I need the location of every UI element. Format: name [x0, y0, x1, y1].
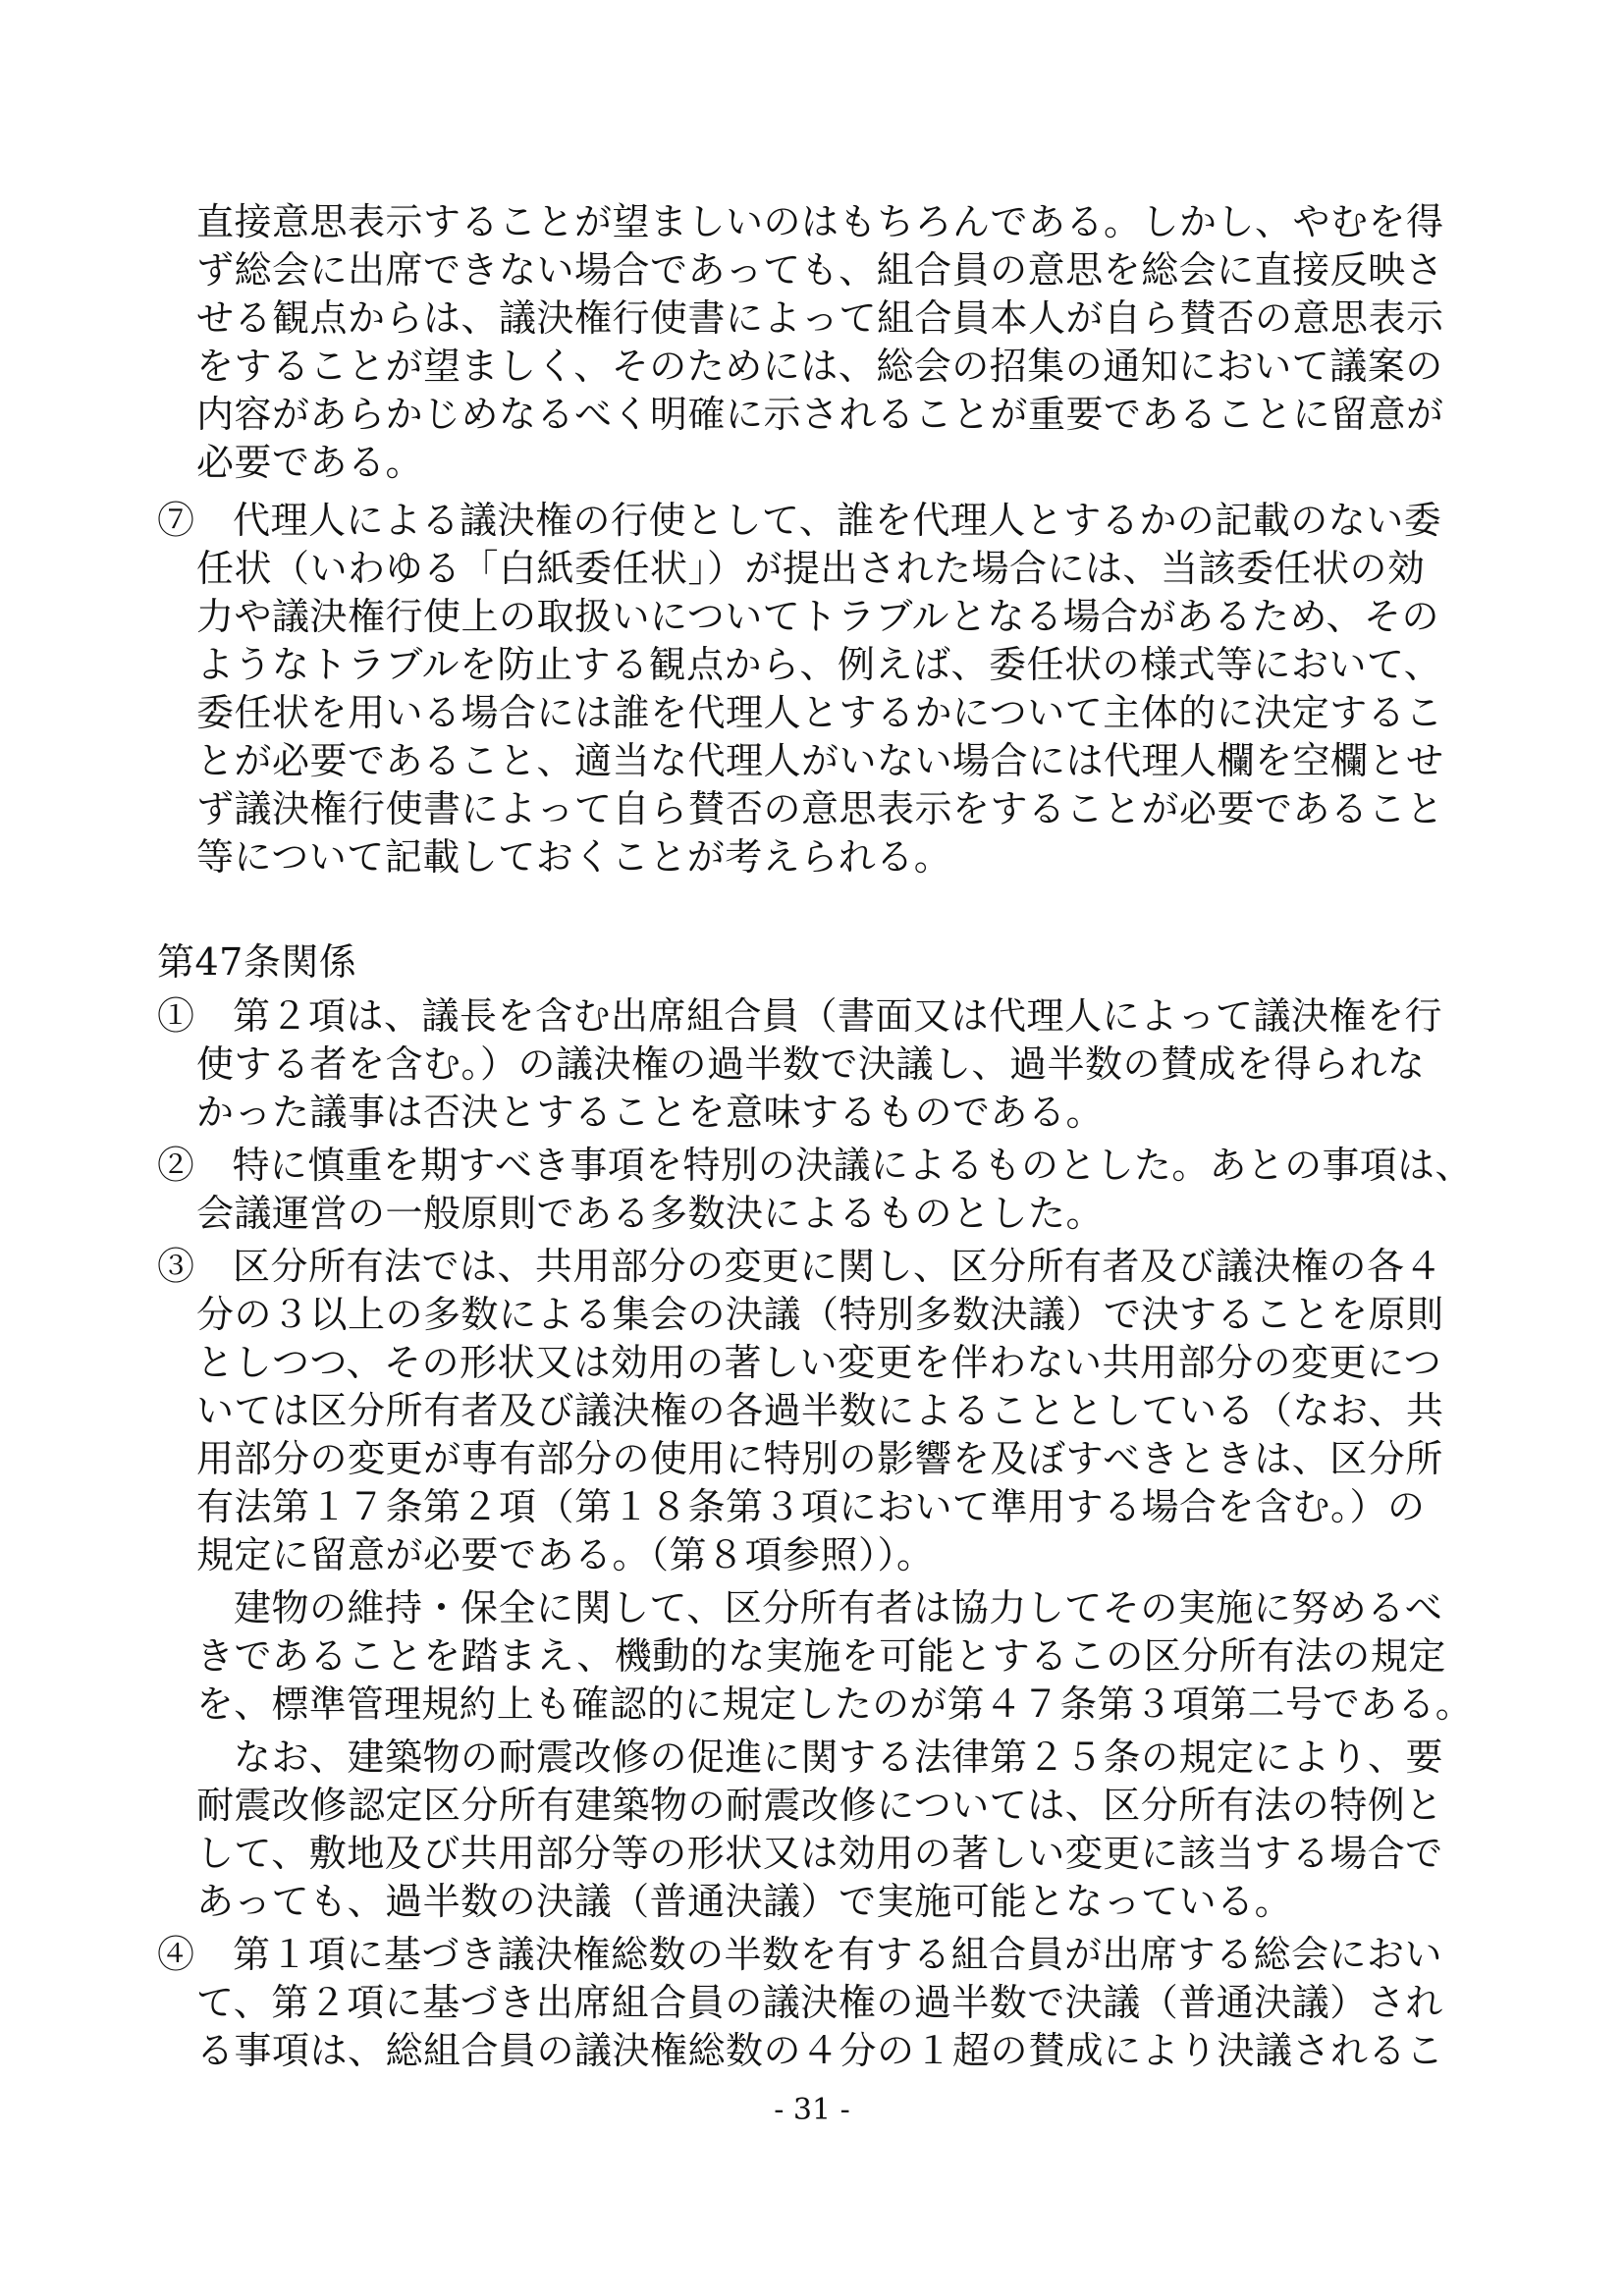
- text-line: あっても、過半数の決議（普通決議）で実施可能となっている。: [196, 1880, 1293, 1923]
- text-line: る事項は、総組合員の議決権総数の４分の１超の賛成により決議されるこ: [196, 2029, 1444, 2072]
- paragraph-first-line: 建物の維持・保全に関して、区分所有者は協力してその実施に努めるべ: [234, 1586, 1443, 1629]
- text-line: 耐震改修認定区分所有建築物の耐震改修については、区分所有法の特例と: [196, 1784, 1443, 1827]
- list-item-3-line: ③ 区分所有法では、共用部分の変更に関し、区分所有者及び議決権の各４: [157, 1245, 1443, 1288]
- text-line: 必要である。: [196, 441, 424, 484]
- text-line: 内容があらかじめなるべく明確に示されることが重要であることに留意が: [196, 393, 1444, 436]
- text-line: せる観点からは、議決権行使書によって組合員本人が自ら賛否の意思表示: [196, 296, 1444, 340]
- text-line: としつつ、その形状又は効用の著しい変更を伴わない共用部分の変更につ: [196, 1341, 1442, 1384]
- text-line: ようなトラブルを防止する観点から、例えば、委任状の様式等において、: [196, 643, 1442, 686]
- text-line: 等について記載しておくことが考えられる。: [196, 835, 952, 879]
- text-line: ず議決権行使書によって自ら賛否の意思表示をすることが必要であること: [196, 787, 1444, 830]
- text-line: 使する者を含む。）の議決権の過半数で決議し、過半数の賛成を得られな: [196, 1042, 1426, 1086]
- text-line: 力や議決権行使上の取扱いについてトラブルとなる場合があるため、その: [196, 595, 1439, 638]
- text-line: 会議運営の一般原則である多数決によるものとした。: [196, 1192, 1105, 1235]
- list-item-1-line: ① 第２項は、議長を含む出席組合員（書面又は代理人によって議決権を行: [157, 994, 1443, 1038]
- list-item-7-line: ⑦ 代理人による議決権の行使として、誰を代理人とするかの記載のない委: [157, 499, 1442, 542]
- list-item-2-line: ② 特に慎重を期すべき事項を特別の決議によるものとした。あとの事項は、: [157, 1144, 1473, 1187]
- text-line: をすることが望ましく、そのためには、総会の招集の通知において議案の: [196, 345, 1443, 388]
- text-line: ず総会に出席できない場合であっても、組合員の意思を総会に直接反映さ: [196, 248, 1444, 292]
- text-line: を、標準管理規約上も確認的に規定したのが第４７条第３項第二号である。: [196, 1682, 1474, 1726]
- page-number: - 31 -: [774, 2093, 850, 2127]
- text-line: 委任状を用いる場合には誰を代理人とするかについて主体的に決定するこ: [196, 691, 1443, 734]
- list-item-4-line: ④ 第１項に基づき議決権総数の半数を有する組合員が出席する総会におい: [157, 1933, 1443, 1976]
- section-heading: 第47条関係: [157, 940, 357, 984]
- paragraph-first-line: なお、建築物の耐震改修の促進に関する法律第２５条の規定により、要: [234, 1735, 1444, 1779]
- text-line: 有法第１７条第２項（第１８条第３項において準用する場合を含む。）の: [196, 1485, 1426, 1528]
- text-line: いては区分所有者及び議決権の各過半数によることとしている（なお、共: [196, 1389, 1444, 1432]
- text-line: 用部分の変更が専有部分の使用に特別の影響を及ぼすべきときは、区分所: [196, 1437, 1443, 1480]
- text-line: 任状（いわゆる「白紙委任状」）が提出された場合には、当該委任状の効: [196, 547, 1426, 590]
- text-line: 分の３以上の多数による集会の決議（特別多数決議）で決することを原則: [196, 1293, 1444, 1336]
- text-line: して、敷地及び共用部分等の形状又は効用の著しい変更に該当する場合で: [196, 1832, 1443, 1875]
- text-line: とが必要であること、適当な代理人がいない場合には代理人欄を空欄とせ: [196, 739, 1444, 782]
- text-line: きであることを踏まえ、機動的な実施を可能とするこの区分所有法の規定: [196, 1634, 1446, 1678]
- text-line: 直接意思表示することが望ましいのはもちろんである。しかし、やむを得: [196, 200, 1444, 243]
- text-line: 規定に留意が必要である。（第８項参照））。: [196, 1533, 935, 1576]
- text-line: かった議事は否決とすることを意味するものである。: [196, 1091, 1105, 1134]
- text-line: て、第２項に基づき出席組合員の議決権の過半数で決議（普通決議）され: [196, 1981, 1443, 2024]
